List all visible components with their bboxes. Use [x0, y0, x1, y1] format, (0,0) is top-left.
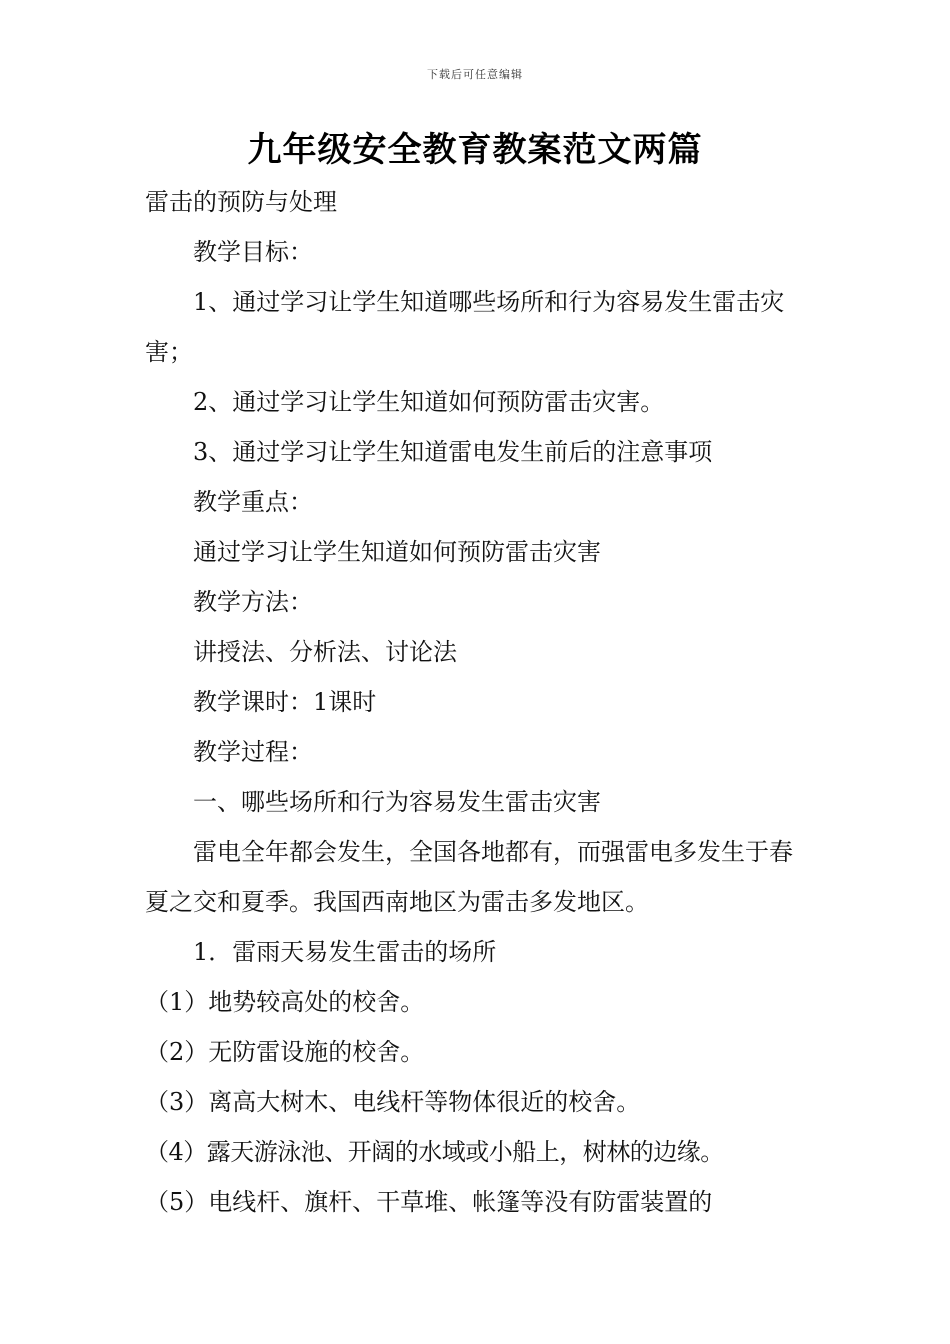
- item-1-heading: 1．雷雨天易发生雷击的场所: [193, 938, 497, 966]
- list-item-3: （3）离高大树木、电线杆等物体很近的校舍。: [145, 1088, 641, 1116]
- list-item-5: （5）电线杆、旗杆、干草堆、帐篷等没有防雷装置的: [145, 1188, 713, 1216]
- hours-text: 教学课时：1课时: [193, 688, 377, 716]
- method-text: 讲授法、分析法、讨论法: [193, 638, 457, 666]
- section-1-heading: 一、哪些场所和行为容易发生雷击灾害: [193, 788, 601, 816]
- list-item-4: （4）露天游泳池、开阔的水域或小船上，树林的边缘。: [145, 1138, 724, 1166]
- list-item-1: （1）地势较高处的校舍。: [145, 988, 425, 1016]
- document-title: 九年级安全教育教案范文两篇: [247, 130, 703, 170]
- method-heading: 教学方法：: [193, 588, 313, 616]
- goal-heading: 教学目标：: [193, 238, 313, 266]
- subtitle-paragraph: 雷击的预防与处理: [145, 188, 337, 216]
- goal-item-2: 2、通过学习让学生知道如何预防雷击灾害。: [193, 388, 665, 416]
- goal-item-3: 3、通过学习让学生知道雷电发生前后的注意事项: [193, 438, 713, 466]
- goal-item-1: 1、通过学习让学生知道哪些场所和行为容易发生雷击灾害；: [145, 288, 785, 366]
- key-heading: 教学重点：: [193, 488, 313, 516]
- list-item-2: （2）无防雷设施的校舍。: [145, 1038, 425, 1066]
- header-note: 下载后可任意编辑: [427, 68, 523, 81]
- key-text: 通过学习让学生知道如何预防雷击灾害: [193, 538, 601, 566]
- intro-paragraph: 雷电全年都会发生，全国各地都有，而强雷电多发生于春夏之交和夏季。我国西南地区为雷击多发地区。: [145, 838, 793, 916]
- document-body: [145, 177, 810, 1227]
- process-heading: 教学过程：: [193, 738, 313, 766]
